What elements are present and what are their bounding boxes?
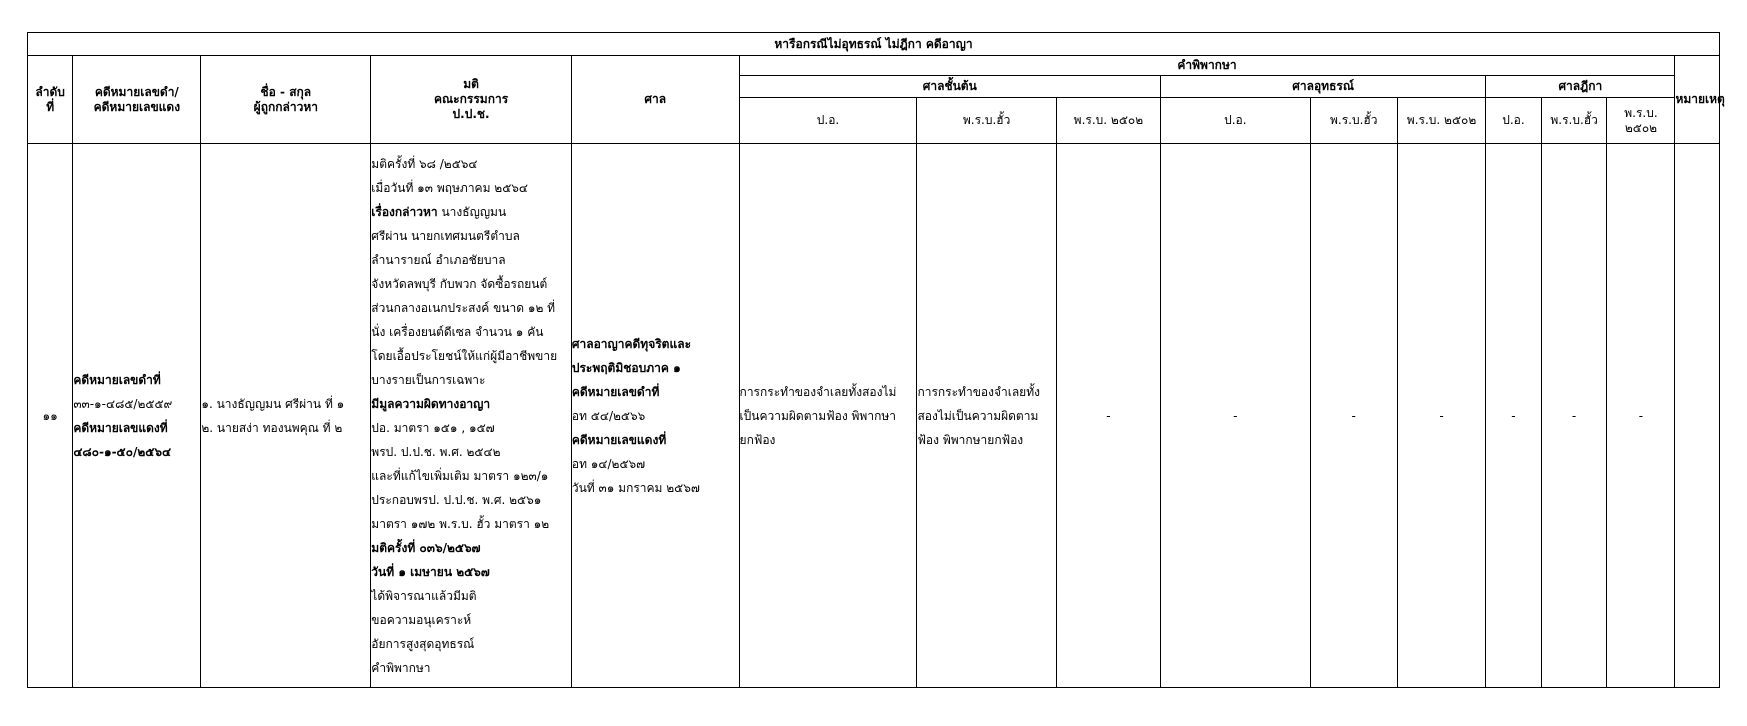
header-resolution: มติ คณะกรรมการ ป.ป.ช. <box>371 56 572 144</box>
header-seq: ลำดับ ที่ <box>28 56 73 144</box>
header-court: ศาล <box>571 56 739 144</box>
row-first-prb-hua: การกระทำของจำเลยทั้ง สองไม่เป็นความผิดตาม ฟ้อง พิพากษายกฟ้อง <box>917 144 1056 688</box>
header-supreme-pa: ป.อ. <box>1486 98 1542 144</box>
header-appeal-prb-hua: พ.ร.บ.ฮั้ว <box>1310 98 1397 144</box>
header-court-appeal: ศาลอุทธรณ์ <box>1161 76 1486 98</box>
table-row <box>28 144 1720 688</box>
header-name: ชื่อ - สกุล ผู้ถูกกล่าวหา <box>201 56 371 144</box>
row-first-prb-2502: - <box>1056 144 1160 688</box>
row-supreme-prb-hua: - <box>1541 144 1607 688</box>
document-wrapper <box>27 32 1725 688</box>
header-case-no: คดีหมายเลขดำ/ คดีหมายเลขแดง <box>73 56 201 144</box>
header-first-prb-hua: พ.ร.บ.ฮั้ว <box>917 98 1056 144</box>
row-remark <box>1675 144 1720 688</box>
header-appeal-prb-2502: พ.ร.บ. ๒๕๐๒ <box>1397 98 1485 144</box>
header-supreme-prb-hua: พ.ร.บ.ฮั้ว <box>1541 98 1607 144</box>
row-seq: ๑๑ <box>28 144 73 688</box>
table-title: หารือกรณีไม่อุทธรณ์ ไม่ฎีกา คดีอาญา <box>28 33 1720 56</box>
header-first-prb-2502: พ.ร.บ. ๒๕๐๒ <box>1056 98 1160 144</box>
case-table <box>27 32 1725 688</box>
row-case-no: คดีหมายเลขดำที่ ๓๓-๑-๔๘๕/๒๕๕๙ คดีหมายเลขแดงที่ ๔๘๐-๑-๕๐/๒๕๖๔ <box>73 144 201 688</box>
row-court: ศาลอาญาคดีทุจริตและ ประพฤติมิชอบภาค ๑ คดีหมายเลขดำที่ อท ๕๔/๒๕๖๖ คดีหมายเลขแดงที่ อท ๑๔/๒๕๖๗ วันที่ ๓๑ มกราคม ๒๕๖๗ <box>571 144 739 688</box>
row-appeal-prb-hua: - <box>1310 144 1397 688</box>
header-court-supreme: ศาลฎีกา <box>1486 76 1675 98</box>
header-remark: หมายเหตุ <box>1675 56 1720 144</box>
header-court-first: ศาลชั้นต้น <box>739 76 1160 98</box>
row-appeal-prb-2502: - <box>1397 144 1485 688</box>
row-supreme-pa: - <box>1486 144 1542 688</box>
header-first-pa: ป.อ. <box>739 98 917 144</box>
row-names: ๑. นางธัญญมน ศรีผ่าน ที่ ๑ ๒. นายสง่า ทองนพคุณ ที่ ๒ <box>201 144 371 688</box>
row-resolution: มติครั้งที่ ๖๘ /๒๕๖๔ เมื่อวันที่ ๑๓ พฤษภาคม ๒๕๖๔ เรื่องกล่าวหา นางธัญญมน ศรีผ่าน นายกเทศมนตรีตำบล ลำนารายณ์ อำเภอชัยบาล จังหวัดลพบุรี กับพวก จัดซื้อรถยนต์ ส่วนกลางอเนกประสงค์ ขนาด ๑๒ ที่ นั่ง เครื่องยนต์ดีเซล จำนวน ๑ คัน โดยเอื้อประโยชน์ให้แก่ผู้มีอาชีพขาย บางรายเป็นการเฉพาะ มีมูลความผิดทางอาญา ปอ. มาตรา ๑๕๑ , ๑๕๗ พรป. ป.ป.ช. พ.ศ. ๒๕๔๒ และที่แก้ไขเพิ่มเติม มาตรา ๑๒๓/๑ ประกอบพรป. ป.ป.ช. พ.ศ. ๒๕๖๑ มาตรา ๑๗๒ พ.ร.บ. ฮั้ว มาตรา ๑๒ มติครั้งที่ ๐๓๖/๒๕๖๗ วันที่ ๑ เมษายน ๒๕๖๗ ได้พิจารณาแล้วมีมติ ขอความอนุเคราะห์ อัยการสูงสุดอุทธรณ์ คำพิพากษา <box>371 144 572 688</box>
header-appeal-pa: ป.อ. <box>1161 98 1311 144</box>
header-supreme-prb-2502: พ.ร.บ. ๒๕๐๒ <box>1607 98 1675 144</box>
row-first-pa: การกระทำของจำเลยทั้งสองไม่ เป็นความผิดตามฟ้อง พิพากษา ยกฟ้อง <box>739 144 917 688</box>
row-appeal-pa: - <box>1161 144 1311 688</box>
row-supreme-prb-2502: - <box>1607 144 1675 688</box>
header-judgment: คำพิพากษา <box>739 56 1675 76</box>
